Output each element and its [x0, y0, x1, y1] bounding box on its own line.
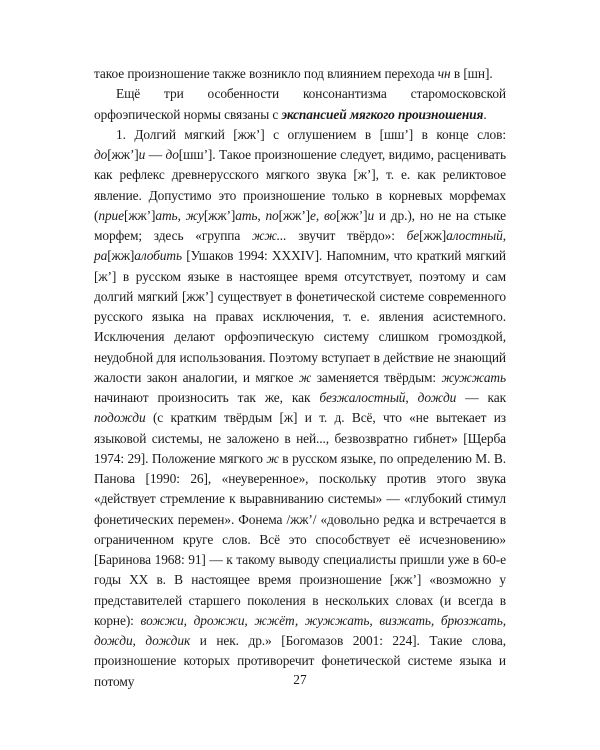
text-run: начинают произносить так же, как [94, 390, 320, 405]
text-run: — как [456, 390, 506, 405]
italic-text: до [165, 147, 179, 162]
text-run: звучит твёрдо»: [286, 228, 407, 243]
text-run: и др.), но не на стыке морфем; здесь «группа [94, 207, 507, 243]
body-text [94, 64, 506, 692]
italic-text: жу [185, 207, 204, 223]
italic-text: жж... [252, 228, 287, 243]
italic-text: вожжи, дрожжи, жжёт, жужжать, визжать, брюзжать, дожди, дождик [94, 612, 506, 648]
text-run: Ещё три особенности консонантизма старомосковской орфоэпической нормы связаны с [94, 86, 506, 122]
italic-text: ать [155, 207, 178, 223]
italic-text: и [138, 147, 146, 162]
italic-text: до [94, 147, 108, 162]
paragraph [94, 84, 506, 125]
text-run: , [177, 207, 186, 223]
text-run: 1. Долгий мягкий [жж’] с оглушением в [шш’] в конце слов: [116, 126, 506, 142]
text-run: [жж’] [107, 147, 139, 162]
italic-text: дожди [417, 390, 457, 405]
text-run: [жж] [419, 228, 447, 243]
bold-italic-text: экспансией мягкого произношения [281, 106, 484, 122]
text-run: в русском языке, по определению М. В. Панова [1990: 26], «неуверенное», поскольку против этого звука «действует стремление к выравниванию системы» — «глубокий стимул фонетических перемен». Фонема /жж’/ «довольно редка и встречается в ограниченном круге слов. Всё это способствует её исчезновению» [Баринова 1968: 91] — к такому выводу специалисты пришли уже в 60-е годы XX в. В настоящее время произношение [жж’] «возможно у представителей старшего поколения в нескольких словах (и всегда в корне): [94, 450, 506, 628]
text-run: [Ушаков 1994: XXXIV]. Напомним, что краткий мягкий [ж’] в русском языке в настоящее время отсутствует, поэтому и сам долгий мягкий [жж’] существует в фонетической системе современного русского языка на правах исключения, т. е. явления асистемного. Исключения делают орфоэпическую систему слишком громоздкой, неудобной для использования. Поэтому вступает в действие не знающий жалости закон аналогии, и мягкое [94, 248, 506, 385]
paragraph [94, 64, 506, 84]
italic-text: во [323, 207, 337, 223]
italic-text: безжалостный [319, 390, 406, 405]
italic-text: жужжать [441, 369, 506, 385]
italic-text: по [265, 207, 279, 223]
text-run: и нек. др.» [Богомазов 2001: 224]. Такие слова, произношение которых противоречит фонетической системе языка и потому [94, 633, 507, 689]
italic-text: бе [406, 228, 420, 243]
text-run: , [405, 390, 418, 405]
text-run: (с кратким твёрдым [ж] и т. д. Всё, что «не вытекает из языковой системы, не заложено в ней..., безвозвратно гибнет» [Щерба 1974: 29]. Положение мягкого [94, 410, 506, 466]
text-run: заменяется твёрдым: [311, 369, 442, 385]
italic-text: е [310, 207, 316, 223]
text-run: — [145, 147, 166, 162]
italic-text: ж [266, 450, 279, 466]
paragraph [94, 125, 506, 692]
text-run: [шш’]. Такое произношение следует, видимо, расценивать как рефлекс древнерусского мягкого звука [ж’], т. е. как реликтовое явление. Допустимо это произношение только в корневых морфемах ( [94, 147, 506, 223]
text-run: [жж’] [124, 207, 156, 223]
text-run: такое произношение также возникло под влиянием перехода [94, 66, 438, 81]
text-run: [жж’] [336, 207, 368, 223]
text-run: [жж’] [203, 207, 236, 223]
text-run: , [502, 228, 506, 243]
italic-text: ж [298, 369, 312, 385]
page-number: 27 [293, 672, 307, 687]
italic-text: прие [98, 207, 124, 223]
italic-text: алобить [134, 248, 182, 264]
text-run: в [шн]. [450, 66, 493, 81]
italic-text: ра [94, 248, 108, 264]
text-run: , [315, 207, 324, 223]
italic-text: ать [235, 207, 258, 223]
text-run: , [257, 207, 266, 223]
text-run: . [483, 106, 487, 122]
italic-text: подожди [94, 410, 146, 426]
italic-text: алостный [446, 228, 503, 243]
italic-text: чн [437, 66, 451, 81]
italic-text: и [367, 207, 375, 223]
text-run: [жж’] [278, 207, 311, 223]
text-run: [жж] [107, 248, 135, 264]
